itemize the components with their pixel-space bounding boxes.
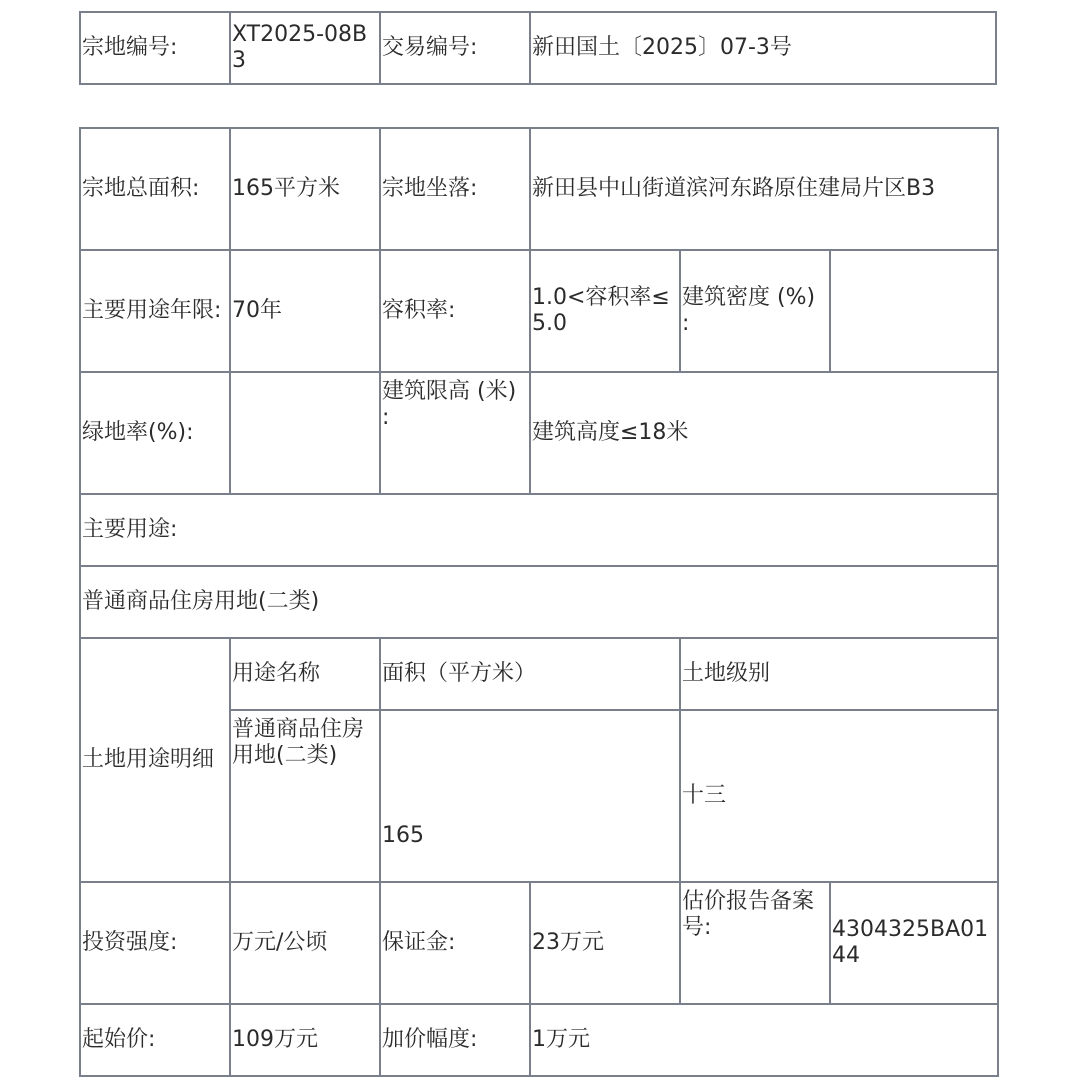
total-area-label: 宗地总面积:: [80, 128, 230, 250]
location-label: 宗地坐落:: [380, 128, 530, 250]
far-value: 1.0<容积率≤5.0: [530, 250, 680, 372]
location-value: 新田县中山街道滨河东路原住建局片区B3: [530, 128, 998, 250]
parcel-no-label: 宗地编号:: [80, 12, 230, 84]
main-use-label: 主要用途:: [80, 494, 998, 566]
term-value: 70年: [230, 250, 380, 372]
start-price-value: 109万元: [230, 1004, 380, 1076]
trade-no-label: 交易编号:: [380, 12, 530, 84]
start-price-label: 起始价:: [80, 1004, 230, 1076]
green-label: 绿地率(%):: [80, 372, 230, 494]
density-label: 建筑密度 (%) :: [680, 250, 830, 372]
table-row: [80, 372, 998, 494]
increment-label: 加价幅度:: [380, 1004, 530, 1076]
parcel-detail-table: [79, 127, 999, 1077]
use-area-value: 165: [380, 710, 680, 882]
use-grade-header: 土地级别: [680, 638, 998, 710]
appraisal-value: 4304325BA0144: [830, 882, 998, 1004]
density-value: [830, 250, 998, 372]
height-label: 建筑限高 (米) :: [380, 372, 530, 494]
investment-value: 万元/公顷: [230, 882, 380, 1004]
use-detail-label: 土地用途明细: [80, 638, 230, 882]
use-name-value: 普通商品住房用地(二类): [230, 710, 380, 882]
increment-value: 1万元: [530, 1004, 998, 1076]
trade-no-value: 新田国土〔2025〕07-3号: [530, 12, 996, 84]
table-row: [80, 638, 998, 710]
investment-label: 投资强度:: [80, 882, 230, 1004]
deposit-value: 23万元: [530, 882, 680, 1004]
appraisal-label: 估价报告备案号:: [680, 882, 830, 1004]
table-row: [80, 882, 998, 1004]
green-value: [230, 372, 380, 494]
use-grade-value: 十三: [680, 710, 998, 882]
use-name-header: 用途名称: [230, 638, 380, 710]
main-use-value: 普通商品住房用地(二类): [80, 566, 998, 638]
height-value: 建筑高度≤18米: [530, 372, 998, 494]
term-label: 主要用途年限:: [80, 250, 230, 372]
table-row: [80, 250, 998, 372]
use-area-header: 面积（平方米）: [380, 638, 680, 710]
total-area-value: 165平方米: [230, 128, 380, 250]
deposit-label: 保证金:: [380, 882, 530, 1004]
table-row: [80, 566, 998, 638]
parcel-no-value: XT2025-08B3: [230, 12, 380, 84]
table-row: [80, 1004, 998, 1076]
parcel-header-table: [79, 11, 997, 85]
table-row: [80, 494, 998, 566]
far-label: 容积率:: [380, 250, 530, 372]
table-row: [80, 128, 998, 250]
